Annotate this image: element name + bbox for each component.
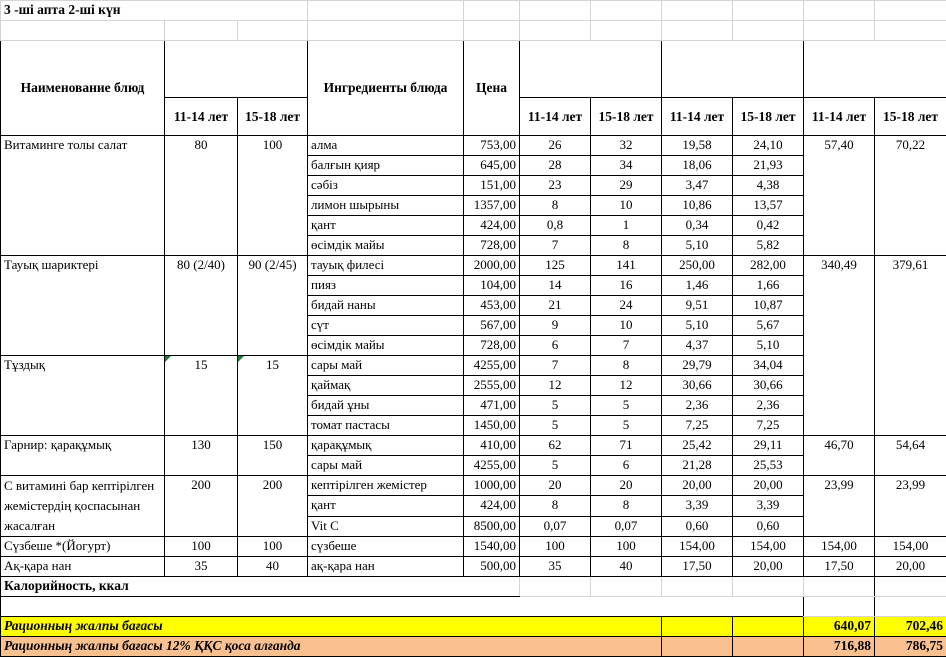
cell[interactable] xyxy=(733,1,804,21)
ingredient-grams-11-14[interactable]: 28 xyxy=(520,156,591,176)
ingredient-price[interactable]: 4255,00 xyxy=(464,356,520,376)
header-grams-15-18[interactable]: 15-18 лет xyxy=(591,98,662,136)
ingredient-name[interactable]: ақ-қара нан xyxy=(308,557,464,577)
ingredient-name[interactable]: қант xyxy=(308,496,464,516)
ingredient-cost-15-18[interactable]: 7,25 xyxy=(733,416,804,436)
dish-total-11-14[interactable]: 23,99 xyxy=(804,476,875,537)
header-cost-11-14[interactable]: 11-14 лет xyxy=(662,98,733,136)
header-grams-11-14[interactable]: 11-14 лет xyxy=(520,98,591,136)
table-row xyxy=(1,476,946,496)
ingredient-grams-11-14[interactable]: 5 xyxy=(520,456,591,476)
cell[interactable] xyxy=(875,1,946,21)
ingredient-name[interactable]: балғын қияр xyxy=(308,156,464,176)
cell[interactable] xyxy=(165,21,238,41)
cell[interactable] xyxy=(733,637,804,657)
dish-total-15-18[interactable]: 70,22 xyxy=(875,136,946,256)
dish-name[interactable]: Тұздық xyxy=(1,356,165,436)
header-total-11-14[interactable]: 11-14 лет xyxy=(804,98,875,136)
dish-name[interactable]: Тауық шариктері xyxy=(1,256,165,356)
gross-price-label[interactable]: Рационның жалпы бағасы xyxy=(1,617,662,637)
ingredient-grams-11-14[interactable]: 62 xyxy=(520,436,591,456)
ingredient-price[interactable]: 1000,00 xyxy=(464,476,520,496)
header-portion-group[interactable] xyxy=(165,41,308,98)
ingredient-cost-15-18[interactable]: 24,10 xyxy=(733,136,804,156)
cell[interactable] xyxy=(733,21,804,41)
dish-total-11-14[interactable]: 17,50 xyxy=(804,557,875,577)
ingredient-price[interactable]: 2555,00 xyxy=(464,376,520,396)
ingredient-cost-15-18[interactable]: 2,36 xyxy=(733,396,804,416)
ingredient-grams-11-14[interactable]: 6 xyxy=(520,336,591,356)
gross-price-11-14[interactable]: 640,07 xyxy=(804,617,875,637)
ingredient-cost-11-14[interactable]: 154,00 xyxy=(662,537,733,557)
ingredient-grams-11-14[interactable]: 0,07 xyxy=(520,516,591,536)
dish-portion-11-14[interactable]: 130 xyxy=(165,436,238,476)
dish-portion-15-18[interactable]: 40 xyxy=(238,557,308,577)
ingredient-grams-11-14[interactable]: 21 xyxy=(520,296,591,316)
ingredient-name[interactable]: пияз xyxy=(308,276,464,296)
vat-price-15-18[interactable]: 786,75 xyxy=(875,637,946,657)
dish-portion-15-18[interactable]: 100 xyxy=(238,537,308,557)
ingredient-cost-15-18[interactable]: 282,00 xyxy=(733,256,804,276)
cell[interactable] xyxy=(662,21,733,41)
ingredient-price[interactable]: 567,00 xyxy=(464,316,520,336)
ingredient-cost-11-14[interactable]: 4,37 xyxy=(662,336,733,356)
ingredient-name[interactable]: лимон шырыны xyxy=(308,196,464,216)
ingredient-grams-15-18[interactable]: 5 xyxy=(591,396,662,416)
cell[interactable] xyxy=(520,21,591,41)
ingredient-name[interactable]: өсімдік майы xyxy=(308,336,464,356)
ingredient-cost-15-18[interactable]: 29,11 xyxy=(733,436,804,456)
ingredient-cost-11-14[interactable]: 5,10 xyxy=(662,316,733,336)
sheet-title[interactable]: 3 -ші апта 2-ші күн xyxy=(1,1,308,21)
ingredient-grams-15-18[interactable]: 29 xyxy=(591,176,662,196)
ingredient-cost-15-18[interactable]: 25,53 xyxy=(733,456,804,476)
ingredient-grams-15-18[interactable]: 71 xyxy=(591,436,662,456)
header-portion-11-14[interactable]: 11-14 лет xyxy=(165,98,238,136)
dish-total-11-14[interactable]: 340,49 xyxy=(804,256,875,436)
cell[interactable] xyxy=(804,21,875,41)
ingredient-cost-11-14[interactable]: 29,79 xyxy=(662,356,733,376)
header-cost-15-18[interactable]: 15-18 лет xyxy=(733,98,804,136)
ingredient-cost-15-18[interactable]: 5,67 xyxy=(733,316,804,336)
ingredient-grams-11-14[interactable]: 26 xyxy=(520,136,591,156)
ingredient-name[interactable]: өсімдік майы xyxy=(308,236,464,256)
ingredient-grams-15-18[interactable]: 10 xyxy=(591,196,662,216)
ingredient-name[interactable]: қарақұмық xyxy=(308,436,464,456)
cell[interactable] xyxy=(464,21,520,41)
header-ingredients[interactable]: Ингредиенты блюда xyxy=(308,41,464,136)
ingredient-cost-11-14[interactable]: 19,58 xyxy=(662,136,733,156)
ingredient-cost-15-18[interactable]: 154,00 xyxy=(733,537,804,557)
ingredient-price[interactable]: 4255,00 xyxy=(464,456,520,476)
dish-portion-11-14[interactable]: 80 (2/40) xyxy=(165,256,238,356)
dish-total-11-14[interactable]: 154,00 xyxy=(804,537,875,557)
cell[interactable] xyxy=(308,21,464,41)
ingredient-cost-15-18[interactable]: 34,04 xyxy=(733,356,804,376)
ingredient-cost-11-14[interactable]: 30,66 xyxy=(662,376,733,396)
dish-portion-11-14[interactable]: 80 xyxy=(165,136,238,256)
ingredient-price[interactable]: 424,00 xyxy=(464,496,520,516)
ingredient-grams-15-18[interactable]: 6 xyxy=(591,456,662,476)
ingredient-price[interactable]: 645,00 xyxy=(464,156,520,176)
dish-total-15-18[interactable]: 379,61 xyxy=(875,256,946,436)
header-portion-15-18[interactable]: 15-18 лет xyxy=(238,98,308,136)
ingredient-cost-11-14[interactable]: 0,60 xyxy=(662,516,733,536)
dish-portion-15-18[interactable]: 150 xyxy=(238,436,308,476)
ingredient-price[interactable]: 151,00 xyxy=(464,176,520,196)
vat-price-11-14[interactable]: 716,88 xyxy=(804,637,875,657)
cell[interactable] xyxy=(464,1,520,21)
ingredient-grams-11-14[interactable]: 14 xyxy=(520,276,591,296)
ingredient-name[interactable]: сары май xyxy=(308,356,464,376)
ingredient-cost-11-14[interactable]: 3,39 xyxy=(662,496,733,516)
ingredient-price[interactable]: 500,00 xyxy=(464,557,520,577)
ingredient-grams-15-18[interactable]: 100 xyxy=(591,537,662,557)
dish-portion-11-14[interactable]: 100 xyxy=(165,537,238,557)
ingredient-price[interactable]: 728,00 xyxy=(464,336,520,356)
ingredient-grams-15-18[interactable]: 7 xyxy=(591,336,662,356)
cell[interactable] xyxy=(804,597,875,617)
cell[interactable] xyxy=(875,21,946,41)
ingredient-grams-11-14[interactable]: 5 xyxy=(520,396,591,416)
ingredient-grams-11-14[interactable]: 23 xyxy=(520,176,591,196)
ingredient-cost-11-14[interactable]: 3,47 xyxy=(662,176,733,196)
ingredient-cost-15-18[interactable]: 30,66 xyxy=(733,376,804,396)
header-cost-group[interactable] xyxy=(662,41,804,98)
blank-row[interactable] xyxy=(1,597,804,617)
header-price[interactable]: Цена xyxy=(464,41,520,136)
cell[interactable] xyxy=(520,1,591,21)
ingredient-cost-15-18[interactable]: 13,57 xyxy=(733,196,804,216)
ingredient-grams-11-14[interactable]: 9 xyxy=(520,316,591,336)
ingredient-cost-11-14[interactable]: 17,50 xyxy=(662,557,733,577)
ingredient-grams-15-18[interactable]: 8 xyxy=(591,496,662,516)
ingredient-name[interactable]: кептірілген жемістер xyxy=(308,476,464,496)
ingredient-grams-15-18[interactable]: 8 xyxy=(591,236,662,256)
ingredient-grams-11-14[interactable]: 0,8 xyxy=(520,216,591,236)
cell[interactable] xyxy=(662,1,733,21)
ingredient-price[interactable]: 753,00 xyxy=(464,136,520,156)
ingredient-cost-15-18[interactable]: 3,39 xyxy=(733,496,804,516)
ingredient-name[interactable]: бидай ұны xyxy=(308,396,464,416)
ingredient-cost-11-14[interactable]: 0,34 xyxy=(662,216,733,236)
cell[interactable] xyxy=(662,637,733,657)
ingredient-cost-11-14[interactable]: 2,36 xyxy=(662,396,733,416)
ingredient-price[interactable]: 2000,00 xyxy=(464,256,520,276)
ingredient-grams-11-14[interactable]: 5 xyxy=(520,416,591,436)
ingredient-grams-11-14[interactable]: 7 xyxy=(520,356,591,376)
dish-portion-15-18[interactable]: 200 xyxy=(238,476,308,537)
ingredient-price[interactable]: 1540,00 xyxy=(464,537,520,557)
ingredient-grams-11-14[interactable]: 7 xyxy=(520,236,591,256)
gross-price-15-18[interactable]: 702,46 xyxy=(875,617,946,637)
ingredient-name[interactable]: сары май xyxy=(308,456,464,476)
ingredient-cost-11-14[interactable]: 9,51 xyxy=(662,296,733,316)
header-total-group[interactable] xyxy=(804,41,946,98)
cell[interactable] xyxy=(1,21,165,41)
ingredient-name[interactable]: бидай наны xyxy=(308,296,464,316)
ingredient-price[interactable]: 453,00 xyxy=(464,296,520,316)
ingredient-price[interactable]: 424,00 xyxy=(464,216,520,236)
dish-portion-11-14[interactable]: 35 xyxy=(165,557,238,577)
ingredient-cost-15-18[interactable]: 20,00 xyxy=(733,476,804,496)
ingredient-grams-15-18[interactable]: 34 xyxy=(591,156,662,176)
ingredient-grams-11-14[interactable]: 20 xyxy=(520,476,591,496)
ingredient-price[interactable]: 8500,00 xyxy=(464,516,520,536)
cell[interactable] xyxy=(520,577,591,597)
ingredient-price[interactable]: 104,00 xyxy=(464,276,520,296)
table-row xyxy=(1,557,946,577)
dish-name[interactable]: Витаминге толы салат xyxy=(1,136,165,256)
header-grams-group[interactable] xyxy=(520,41,662,98)
dish-total-15-18[interactable]: 154,00 xyxy=(875,537,946,557)
ingredient-cost-11-14[interactable]: 7,25 xyxy=(662,416,733,436)
ingredient-cost-11-14[interactable]: 10,86 xyxy=(662,196,733,216)
ingredient-name[interactable]: алма xyxy=(308,136,464,156)
ingredient-name[interactable]: тауық филесі xyxy=(308,256,464,276)
cell[interactable] xyxy=(804,1,875,21)
table-row xyxy=(1,537,946,557)
ingredient-grams-15-18[interactable]: 16 xyxy=(591,276,662,296)
dish-total-15-18[interactable]: 20,00 xyxy=(875,557,946,577)
ingredient-cost-15-18[interactable]: 0,60 xyxy=(733,516,804,536)
ingredient-cost-11-14[interactable]: 250,00 xyxy=(662,256,733,276)
dish-portion-11-14[interactable]: 200 xyxy=(165,476,238,537)
ingredient-grams-11-14[interactable]: 8 xyxy=(520,496,591,516)
ingredient-grams-15-18[interactable]: 32 xyxy=(591,136,662,156)
ingredient-grams-15-18[interactable]: 0,07 xyxy=(591,516,662,536)
cell[interactable] xyxy=(875,597,946,617)
dish-total-11-14[interactable]: 57,40 xyxy=(804,136,875,256)
ingredient-grams-11-14[interactable]: 35 xyxy=(520,557,591,577)
vat-price-label[interactable]: Рационның жалпы бағасы 12% ҚҚС қоса алғанда xyxy=(1,637,662,657)
cell[interactable] xyxy=(662,577,733,597)
cell[interactable] xyxy=(308,1,464,21)
dish-portion-15-18[interactable]: 90 (2/45) xyxy=(238,256,308,356)
dish-total-11-14[interactable]: 46,70 xyxy=(804,436,875,476)
ingredient-cost-15-18[interactable]: 10,87 xyxy=(733,296,804,316)
ingredient-name[interactable]: қант xyxy=(308,216,464,236)
calories-label[interactable]: Калорийность, ккал xyxy=(1,577,520,597)
ingredient-name[interactable]: қаймақ xyxy=(308,376,464,396)
dish-portion-11-14[interactable]: 15 xyxy=(165,356,238,436)
dish-total-15-18[interactable]: 54,64 xyxy=(875,436,946,476)
dish-name[interactable]: Ақ-қара нан xyxy=(1,557,165,577)
ingredient-cost-11-14[interactable]: 20,00 xyxy=(662,476,733,496)
cell[interactable] xyxy=(662,617,733,637)
dish-name[interactable]: Сүзбеше *(Йогурт) xyxy=(1,537,165,557)
ingredient-cost-15-18[interactable]: 1,66 xyxy=(733,276,804,296)
ingredient-cost-15-18[interactable]: 0,42 xyxy=(733,216,804,236)
table-row xyxy=(1,256,946,276)
ingredient-grams-11-14[interactable]: 8 xyxy=(520,196,591,216)
dish-portion-15-18[interactable]: 15 xyxy=(238,356,308,436)
ingredient-price[interactable]: 1357,00 xyxy=(464,196,520,216)
ingredient-grams-15-18[interactable]: 12 xyxy=(591,376,662,396)
ingredient-price[interactable]: 728,00 xyxy=(464,236,520,256)
ingredient-cost-15-18[interactable]: 5,10 xyxy=(733,336,804,356)
ingredient-grams-11-14[interactable]: 12 xyxy=(520,376,591,396)
table-row xyxy=(1,436,946,456)
ingredient-grams-15-18[interactable]: 8 xyxy=(591,356,662,376)
cell[interactable] xyxy=(591,1,662,21)
ingredient-price[interactable]: 471,00 xyxy=(464,396,520,416)
ingredient-grams-15-18[interactable]: 141 xyxy=(591,256,662,276)
ingredient-cost-15-18[interactable]: 21,93 xyxy=(733,156,804,176)
cell[interactable] xyxy=(875,577,946,597)
ingredient-cost-11-14[interactable]: 21,28 xyxy=(662,456,733,476)
ingredient-grams-15-18[interactable]: 1 xyxy=(591,216,662,236)
ingredient-grams-11-14[interactable]: 100 xyxy=(520,537,591,557)
ingredient-grams-11-14[interactable]: 125 xyxy=(520,256,591,276)
ingredient-cost-15-18[interactable]: 5,82 xyxy=(733,236,804,256)
ingredient-name[interactable]: сүзбеше xyxy=(308,537,464,557)
ingredient-price[interactable]: 410,00 xyxy=(464,436,520,456)
ingredient-grams-15-18[interactable]: 20 xyxy=(591,476,662,496)
ingredient-price[interactable]: 1450,00 xyxy=(464,416,520,436)
ingredient-cost-11-14[interactable]: 1,46 xyxy=(662,276,733,296)
ingredient-name[interactable]: сүт xyxy=(308,316,464,336)
ingredient-cost-11-14[interactable]: 5,10 xyxy=(662,236,733,256)
table-row xyxy=(1,136,946,156)
ingredient-grams-15-18[interactable]: 10 xyxy=(591,316,662,336)
header-total-15-18[interactable]: 15-18 лет xyxy=(875,98,946,136)
cell[interactable] xyxy=(591,577,662,597)
dish-name[interactable]: Гарнир: қарақұмық xyxy=(1,436,165,476)
cell[interactable] xyxy=(733,577,804,597)
ingredient-grams-15-18[interactable]: 40 xyxy=(591,557,662,577)
cell[interactable] xyxy=(238,21,308,41)
ingredient-grams-15-18[interactable]: 5 xyxy=(591,416,662,436)
ingredient-name[interactable]: сәбіз xyxy=(308,176,464,196)
cell[interactable] xyxy=(591,21,662,41)
ingredient-name[interactable]: томат пастасы xyxy=(308,416,464,436)
ingredient-cost-11-14[interactable]: 18,06 xyxy=(662,156,733,176)
cell[interactable] xyxy=(804,577,875,597)
ingredient-cost-11-14[interactable]: 25,42 xyxy=(662,436,733,456)
ingredient-grams-15-18[interactable]: 24 xyxy=(591,296,662,316)
header-dish-name[interactable]: Наименование блюд xyxy=(1,41,165,136)
ingredient-cost-15-18[interactable]: 4,38 xyxy=(733,176,804,196)
ingredient-cost-15-18[interactable]: 20,00 xyxy=(733,557,804,577)
dish-total-15-18[interactable]: 23,99 xyxy=(875,476,946,537)
cell[interactable] xyxy=(733,617,804,637)
dish-name[interactable]: С витамині бар кептірілген жемістердің қоспасынан жасалған xyxy=(1,476,165,537)
dish-portion-15-18[interactable]: 100 xyxy=(238,136,308,256)
ingredient-name[interactable]: Vit C xyxy=(308,516,464,536)
